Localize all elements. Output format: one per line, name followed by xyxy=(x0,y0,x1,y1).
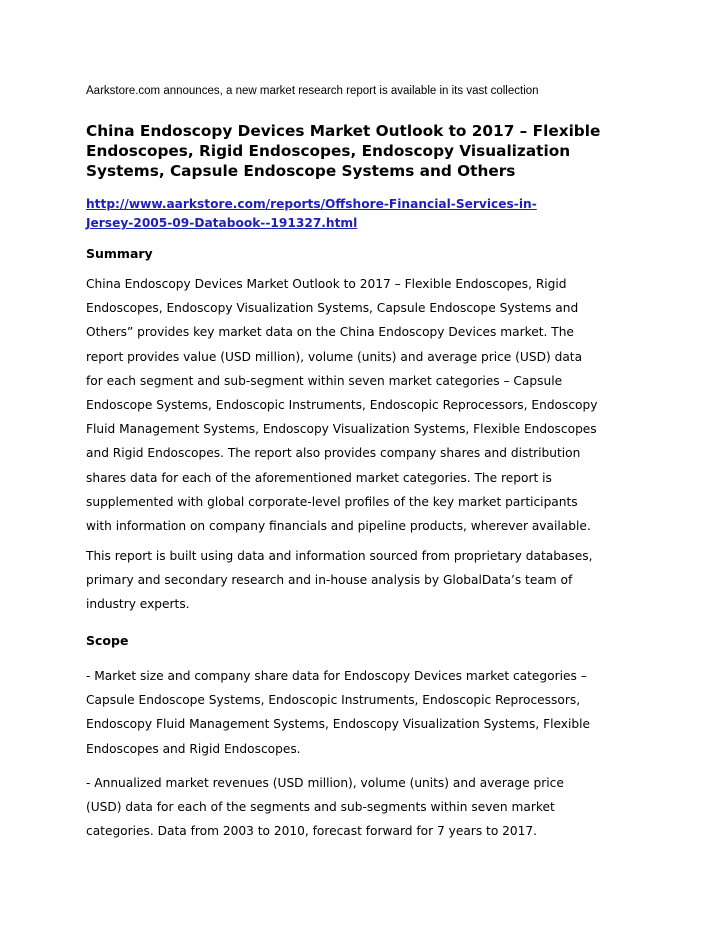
intro-line: Aarkstore.com announces, a new market research report is available in its vast collection xyxy=(86,85,539,97)
paragraph-line: supplemented with global corporate-level profiles of the key market participants xyxy=(86,494,578,509)
paragraph-line: China Endoscopy Devices Market Outlook to 2017 – Flexible Endoscopes, Rigid xyxy=(86,277,567,291)
scope-heading: Scope xyxy=(86,633,129,648)
paragraph-line: This report is built using data and information sourced from proprietary databases, xyxy=(86,549,593,563)
paragraph-line: with information on company financials and pipeline products, wherever available. xyxy=(86,519,591,534)
paragraph-line: (USD) data for each of the segments and sub-segments within seven market xyxy=(86,800,555,815)
paragraph-line: - Market size and company share data for Endoscopy Devices market categories – xyxy=(86,669,587,683)
summary-paragraph-1 xyxy=(86,272,646,538)
link-line[interactable]: http://www.aarkstore.com/reports/Offshore-Financial-Services-in- xyxy=(86,197,537,211)
paragraph-line: Capsule Endoscope Systems, Endoscopic Instruments, Endoscopic Reprocessors, xyxy=(86,693,581,708)
scope-paragraph-1 xyxy=(86,664,646,761)
paragraph-line: Endoscope Systems, Endoscopic Instruments, Endoscopic Reprocessors, Endoscopy xyxy=(86,398,598,413)
paragraph-line: report provides value (USD million), volume (units) and average price (USD) data xyxy=(86,349,583,364)
paragraph-line: for each segment and sub-segment within seven market categories – Capsule xyxy=(86,373,563,388)
title-line: Systems, Capsule Endoscope Systems and Others xyxy=(86,162,516,180)
paragraph-line: Others” provides key market data on the China Endoscopy Devices market. The xyxy=(86,325,574,340)
paragraph-line: Endoscopes, Endoscopy Visualization Systems, Capsule Endoscope Systems and xyxy=(86,301,579,316)
paragraph-line: industry experts. xyxy=(86,597,190,612)
summary-heading: Summary xyxy=(86,246,153,261)
paragraph-line: and Rigid Endoscopes. The report also provides company shares and distribution xyxy=(86,446,581,461)
paragraph-line: - Annualized market revenues (USD million), volume (units) and average price xyxy=(86,776,564,790)
title-line: Endoscopes, Rigid Endoscopes, Endoscopy Visualization xyxy=(86,142,571,160)
paragraph-line: Endoscopy Fluid Management Systems, Endoscopy Visualization Systems, Flexible xyxy=(86,717,591,732)
link-line[interactable]: Jersey-2005-09-Databook--191327.html xyxy=(86,216,358,230)
scope-paragraph-2 xyxy=(86,771,646,844)
paragraph-line: Endoscopes and Rigid Endoscopes. xyxy=(86,741,301,756)
summary-paragraph-2 xyxy=(86,544,646,617)
paragraph-line: primary and secondary research and in-house analysis by GlobalData’s team of xyxy=(86,573,573,588)
report-link[interactable] xyxy=(86,195,646,233)
paragraph-line: Fluid Management Systems, Endoscopy Visualization Systems, Flexible Endoscopes xyxy=(86,422,597,437)
paragraph-line: categories. Data from 2003 to 2010, forecast forward for 7 years to 2017. xyxy=(86,824,538,839)
report-title xyxy=(86,121,646,181)
paragraph-line: shares data for each of the aforementioned market categories. The report is xyxy=(86,470,552,485)
title-line: China Endoscopy Devices Market Outlook to 2017 – Flexible xyxy=(86,122,601,140)
